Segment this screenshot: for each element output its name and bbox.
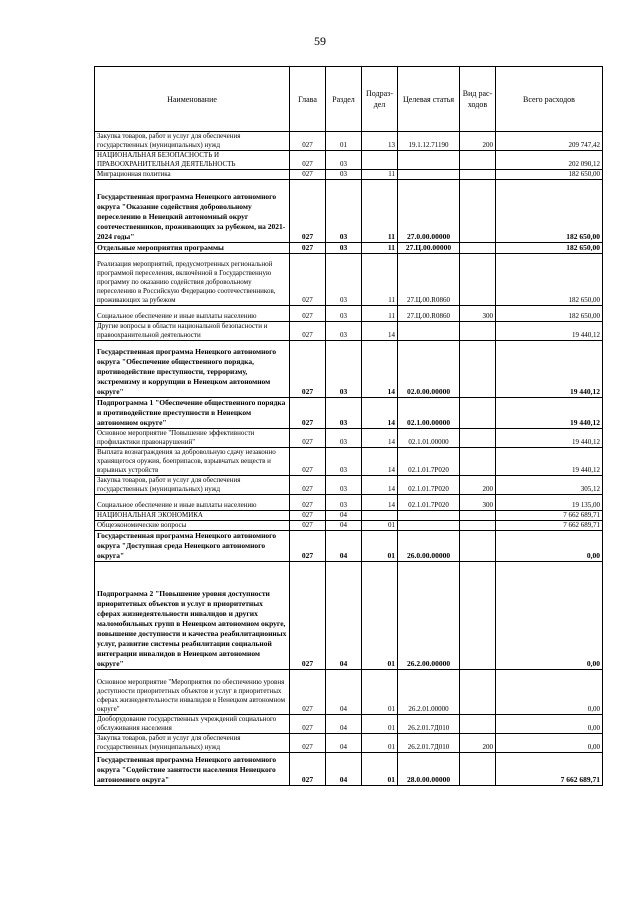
cell-podrazdel: 13 — [362, 132, 398, 151]
table-row — [95, 306, 603, 322]
cell-podrazdel: 14 — [362, 341, 398, 398]
cell-total: 19 135,00 — [496, 495, 603, 511]
cell-glava: 027 — [290, 429, 326, 448]
cell-razdel: 03 — [326, 243, 362, 254]
cell-vid — [460, 170, 496, 180]
header-name: Наименование — [95, 67, 290, 132]
cell-total: 19 440,12 — [496, 322, 603, 341]
cell-razdel: 03 — [326, 341, 362, 398]
page-number: 59 — [314, 34, 326, 48]
cell-name: Закупка товаров, работ и услуг для обеспечения государственных (муниципальных) нужд — [95, 734, 290, 753]
cell-vid — [460, 398, 496, 429]
cell-razdel: 03 — [326, 495, 362, 511]
cell-razdel: 03 — [326, 322, 362, 341]
cell-total: 202 090,12 — [496, 151, 603, 170]
table-body — [95, 132, 603, 786]
cell-vid: 300 — [460, 306, 496, 322]
cell-razdel: 04 — [326, 734, 362, 753]
cell-name: Закупка товаров, работ и услуг для обеспечения государственных (муниципальных) нужд — [95, 476, 290, 495]
cell-razdel: 04 — [326, 511, 362, 521]
cell-vid: 200 — [460, 132, 496, 151]
cell-podrazdel: 01 — [362, 531, 398, 562]
cell-podrazdel — [362, 151, 398, 170]
cell-statya: 27.Ц.00.R0860 — [398, 254, 460, 306]
cell-name: Выплата вознаграждения за добровольную сдачу незаконно хранящегося оружия, боеприпасов, взрывчатых веществ и взрывных устройств — [95, 448, 290, 476]
table-row — [95, 670, 603, 715]
cell-glava: 027 — [290, 322, 326, 341]
cell-glava: 027 — [290, 562, 326, 670]
cell-vid — [460, 521, 496, 531]
cell-podrazdel: 14 — [362, 495, 398, 511]
cell-glava: 027 — [290, 243, 326, 254]
cell-name: Отдельные мероприятия программы — [95, 243, 290, 254]
table-header-row — [95, 67, 603, 132]
cell-name: Социальное обеспечение и иные выплаты населению — [95, 306, 290, 322]
cell-total: 182 650,00 — [496, 254, 603, 306]
cell-podrazdel: 01 — [362, 562, 398, 670]
cell-name: Государственная программа Ненецкого автономного округа "Оказание содействия добровольному переселению в Ненецкий автономный округ соотечественников, проживающих за рубежом, на 2021-2024 годы" — [95, 180, 290, 243]
cell-total: 19 440,12 — [496, 429, 603, 448]
cell-vid — [460, 448, 496, 476]
table-row — [95, 476, 603, 495]
cell-podrazdel: 11 — [362, 254, 398, 306]
cell-glava: 027 — [290, 180, 326, 243]
cell-vid — [460, 715, 496, 734]
cell-vid — [460, 341, 496, 398]
cell-glava: 027 — [290, 341, 326, 398]
table-row — [95, 562, 603, 670]
cell-podrazdel: 11 — [362, 170, 398, 180]
cell-glava: 027 — [290, 495, 326, 511]
cell-vid — [460, 562, 496, 670]
table-row — [95, 398, 603, 429]
cell-total: 182 650,00 — [496, 170, 603, 180]
table-row — [95, 151, 603, 170]
cell-vid — [460, 531, 496, 562]
table-row — [95, 180, 603, 243]
cell-podrazdel: 01 — [362, 670, 398, 715]
cell-total: 0,00 — [496, 562, 603, 670]
cell-razdel: 03 — [326, 254, 362, 306]
cell-statya: 26.2.01.7Д010 — [398, 734, 460, 753]
cell-statya: 28.0.00.00000 — [398, 753, 460, 786]
cell-podrazdel: 11 — [362, 180, 398, 243]
cell-statya: 26.2.00.00000 — [398, 562, 460, 670]
cell-podrazdel — [362, 511, 398, 521]
cell-statya: 27.Ц.00.R0860 — [398, 306, 460, 322]
budget-table — [94, 66, 603, 786]
cell-razdel: 03 — [326, 306, 362, 322]
cell-vid — [460, 511, 496, 521]
header-total: Всего расходов — [496, 67, 603, 132]
cell-podrazdel: 14 — [362, 476, 398, 495]
cell-name: НАЦИОНАЛЬНАЯ ЭКОНОМИКА — [95, 511, 290, 521]
cell-podrazdel: 11 — [362, 306, 398, 322]
cell-total: 19 440,12 — [496, 448, 603, 476]
cell-total: 0,00 — [496, 715, 603, 734]
cell-glava: 027 — [290, 753, 326, 786]
cell-razdel: 01 — [326, 132, 362, 151]
cell-name: Социальное обеспечение и иные выплаты населению — [95, 495, 290, 511]
cell-statya: 26.2.01.00000 — [398, 670, 460, 715]
cell-statya: 02.0.00.00000 — [398, 341, 460, 398]
cell-glava: 027 — [290, 511, 326, 521]
cell-total: 19 440,12 — [496, 398, 603, 429]
cell-name: НАЦИОНАЛЬНАЯ БЕЗОПАСНОСТЬ И ПРАВООХРАНИТЕЛЬНАЯ ДЕЯТЕЛЬНОСТЬ — [95, 151, 290, 170]
cell-name: Государственная программа Ненецкого автономного округа "Доступная среда Ненецкого автономного округа" — [95, 531, 290, 562]
cell-total: 7 662 689,71 — [496, 753, 603, 786]
cell-razdel: 03 — [326, 398, 362, 429]
header-statya: Целевая статья — [398, 67, 460, 132]
cell-vid — [460, 243, 496, 254]
cell-glava: 027 — [290, 170, 326, 180]
cell-statya: 02.1.01.7Р020 — [398, 476, 460, 495]
cell-podrazdel: 14 — [362, 322, 398, 341]
cell-razdel: 03 — [326, 151, 362, 170]
cell-podrazdel: 01 — [362, 753, 398, 786]
cell-razdel: 04 — [326, 521, 362, 531]
cell-statya — [398, 511, 460, 521]
cell-razdel: 04 — [326, 670, 362, 715]
cell-name: Государственная программа Ненецкого автономного округа "Обеспечение общественного порядка, противодействие преступности, терроризму, экстремизму и коррупции в Ненецком автономном округе" — [95, 341, 290, 398]
table-row — [95, 495, 603, 511]
cell-total: 7 662 689,71 — [496, 521, 603, 531]
cell-total: 19 440,12 — [496, 341, 603, 398]
cell-vid: 200 — [460, 734, 496, 753]
cell-glava: 027 — [290, 734, 326, 753]
table-row — [95, 170, 603, 180]
cell-glava: 027 — [290, 151, 326, 170]
cell-name: Миграционная политика — [95, 170, 290, 180]
cell-podrazdel: 14 — [362, 429, 398, 448]
cell-podrazdel: 01 — [362, 734, 398, 753]
cell-total: 305,12 — [496, 476, 603, 495]
cell-name: Дооборудование государственных учреждений социального обслуживания населения — [95, 715, 290, 734]
cell-vid: 300 — [460, 495, 496, 511]
cell-name: Закупка товаров, работ и услуг для обеспечения государственных (муниципальных) нужд — [95, 132, 290, 151]
cell-statya — [398, 521, 460, 531]
cell-name: Другие вопросы в области национальной безопасности и правоохранительной деятельности — [95, 322, 290, 341]
cell-podrazdel: 01 — [362, 715, 398, 734]
cell-glava: 027 — [290, 476, 326, 495]
header-razdel: Раздел — [326, 67, 362, 132]
cell-total: 182 650,00 — [496, 243, 603, 254]
cell-total: 0,00 — [496, 531, 603, 562]
cell-name: Подпрограмма 2 "Повышение уровня доступности приоритетных объектов и услуг в приоритетных сферах жизнедеятельности инвалидов и других маломобильных групп в Ненецком автономном округе, повышение доступности и качества реабилитационных услуг, развитие системы реабилитации социальной интеграции инвалидов в Ненецком автономном округе" — [95, 562, 290, 670]
cell-total: 182 650,00 — [496, 180, 603, 243]
cell-total: 182 650,00 — [496, 306, 603, 322]
cell-glava: 027 — [290, 448, 326, 476]
table-row — [95, 243, 603, 254]
table-row — [95, 734, 603, 753]
cell-glava: 027 — [290, 670, 326, 715]
table-row — [95, 715, 603, 734]
header-podrazdel: Подраз-дел — [362, 67, 398, 132]
cell-statya: 27.Ц.00.00000 — [398, 243, 460, 254]
cell-razdel: 04 — [326, 531, 362, 562]
cell-total: 0,00 — [496, 734, 603, 753]
cell-statya: 26.0.00.00000 — [398, 531, 460, 562]
cell-glava: 027 — [290, 254, 326, 306]
cell-statya: 02.1.01.7Р020 — [398, 448, 460, 476]
cell-razdel: 03 — [326, 429, 362, 448]
cell-name: Основное мероприятие "Повышение эффективности профилактики правонарушений" — [95, 429, 290, 448]
table-row — [95, 322, 603, 341]
cell-glava: 027 — [290, 521, 326, 531]
cell-glava: 027 — [290, 132, 326, 151]
table-row — [95, 753, 603, 786]
cell-name: Основное мероприятие "Мероприятия по обеспечению уровня доступности приоритетных объектов и услуг в приоритетных сферах жизнедеятельности инвалидов в Ненецком автономном округе" — [95, 670, 290, 715]
cell-vid — [460, 254, 496, 306]
cell-razdel: 04 — [326, 562, 362, 670]
cell-statya — [398, 170, 460, 180]
cell-vid — [460, 151, 496, 170]
cell-glava: 027 — [290, 715, 326, 734]
cell-podrazdel: 11 — [362, 243, 398, 254]
cell-razdel: 04 — [326, 753, 362, 786]
cell-podrazdel: 01 — [362, 521, 398, 531]
header-glava: Глава — [290, 67, 326, 132]
cell-statya: 27.0.00.00000 — [398, 180, 460, 243]
cell-razdel: 04 — [326, 715, 362, 734]
cell-razdel: 03 — [326, 448, 362, 476]
cell-razdel: 03 — [326, 170, 362, 180]
cell-statya — [398, 322, 460, 341]
cell-vid — [460, 753, 496, 786]
table-row — [95, 448, 603, 476]
header-vid: Вид рас-ходов — [460, 67, 496, 132]
cell-podrazdel: 14 — [362, 398, 398, 429]
cell-vid — [460, 429, 496, 448]
cell-name: Государственная программа Ненецкого автономного округа "Содействие занятости населения Ненецкого автономного округа" — [95, 753, 290, 786]
cell-statya: 02.1.01.00000 — [398, 429, 460, 448]
cell-glava: 027 — [290, 398, 326, 429]
table-row — [95, 531, 603, 562]
cell-total: 209 747,42 — [496, 132, 603, 151]
cell-razdel: 03 — [326, 476, 362, 495]
table-row — [95, 254, 603, 306]
cell-vid — [460, 322, 496, 341]
cell-podrazdel: 14 — [362, 448, 398, 476]
cell-statya — [398, 151, 460, 170]
cell-vid: 200 — [460, 476, 496, 495]
cell-name: Общеэкономические вопросы — [95, 521, 290, 531]
cell-razdel: 03 — [326, 180, 362, 243]
cell-glava: 027 — [290, 531, 326, 562]
cell-statya: 26.2.01.7Д010 — [398, 715, 460, 734]
table-row — [95, 521, 603, 531]
cell-total: 0,00 — [496, 670, 603, 715]
cell-vid — [460, 670, 496, 715]
table-row — [95, 429, 603, 448]
cell-vid — [460, 180, 496, 243]
cell-statya: 02.1.01.7Р020 — [398, 495, 460, 511]
cell-total: 7 662 689,71 — [496, 511, 603, 521]
cell-name: Реализация мероприятий, предусмотренных региональной программой переселения, включённой в Государственную программу по оказанию содействия добровольному переселению в Российскую Федерацию соотечественников, проживающих за рубежом — [95, 254, 290, 306]
table-row — [95, 132, 603, 151]
cell-statya: 02.1.00.00000 — [398, 398, 460, 429]
table-row — [95, 341, 603, 398]
cell-glava: 027 — [290, 306, 326, 322]
cell-statya: 19.1.12.71190 — [398, 132, 460, 151]
cell-name: Подпрограмма 1 "Обеспечение общественного порядка и противодействие преступности в Ненецком автономном округе" — [95, 398, 290, 429]
table-row — [95, 511, 603, 521]
